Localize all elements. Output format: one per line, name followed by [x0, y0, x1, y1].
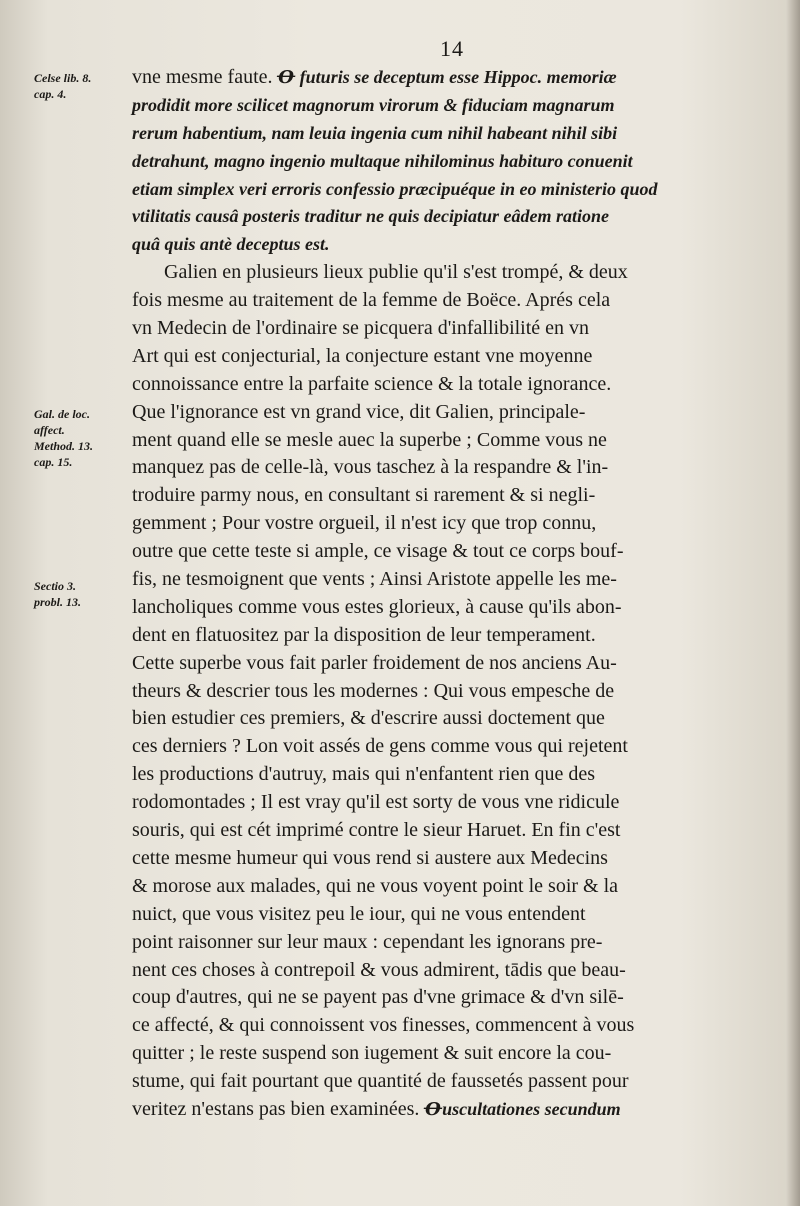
latin-quote: Ꝋ futuris se deceptum esse Hippoc. memoriæ — [272, 67, 617, 87]
text-line: Art qui est conjecturial, la conjecture estant vne moyenne — [132, 344, 593, 367]
text-line: les productions d'autruy, mais qui n'enfantent rien que des — [132, 763, 596, 786]
text-line: manquez pas de celle-là, vous taschez à la respandre & l'in- — [132, 456, 609, 479]
page-number: 14 — [440, 36, 464, 61]
latin-quote-line: etiam simplex veri erroris confessio præcipuéque in eo ministerio quod — [132, 178, 658, 199]
margin-note-line: cap. 4. — [34, 87, 67, 101]
text-line: fis, ne tesmoignent que vents ; Ainsi Aristote appelle les me- — [132, 568, 617, 591]
text-line: rodomontades ; Il est vray qu'il est sorty de vous vne ridicule — [132, 791, 620, 814]
margin-note-line: Gal. de loc. — [34, 407, 90, 421]
french-text: vne mesme faute. — [132, 66, 273, 88]
text-line: connoissance entre la parfaite science & la totale ignorance. — [132, 372, 612, 395]
latin-quote-line: rerum habentium, nam leuia ingenia cum nihil habeant nihil sibi — [132, 122, 618, 143]
text-line: Que l'ignorance est vn grand vice, dit Galien, principale- — [132, 400, 586, 423]
text-line — [132, 64, 772, 92]
margin-note-line: cap. 15. — [34, 455, 73, 469]
margin-note-galen — [34, 406, 126, 470]
text-line: ce affecté, & qui connoissent vos finesses, commencent à vous — [132, 1014, 635, 1037]
text-line: Cette superbe vous fait parler froidement de nos anciens Au- — [132, 651, 617, 674]
french-text: veritez n'estans pas bien examinées. — [132, 1097, 420, 1120]
text-line: fois mesme au traitement de la femme de Boëce. Aprés cela — [132, 289, 611, 312]
margin-note-line: probl. 13. — [34, 595, 82, 609]
text-line: ces derniers ? Lon voit assés de gens comme vous qui rejetent — [132, 735, 628, 758]
latin-quote-line: detrahunt, magno ingenio multaque nihilominus habituro conuenit — [132, 150, 633, 171]
text-line: quitter ; le reste suspend son iugement & suit encore la cou- — [132, 1042, 612, 1065]
margin-note-line: Celse lib. 8. — [34, 71, 92, 85]
text-line: Galien en plusieurs lieux publie qu'il s'est trompé, & deux — [164, 261, 628, 284]
text-line: gemment ; Pour vostre orgueil, il n'est icy que trop connu, — [132, 512, 597, 535]
text-line: ment quand elle se mesle auec la superbe ; Comme vous ne — [132, 428, 607, 451]
text-line: vn Medecin de l'ordinaire se picquera d'infallibilité en vn — [132, 317, 590, 340]
text-line: outre que cette teste si ample, ce visage & tout ce corps bouf- — [132, 540, 624, 563]
body-text — [132, 64, 772, 1124]
text-line: nuict, que vous visitez peu le iour, qui ne vous entendent — [132, 902, 586, 925]
text-line: theurs & descrier tous les modernes : Qui vous empesche de — [132, 679, 615, 702]
text-line: cette mesme humeur qui vous rend si austere aux Medecins — [132, 846, 608, 869]
latin-quote-line: vtilitatis causâ posteris traditur ne quis decipiatur eâdem ratione — [132, 206, 610, 227]
text-line: stume, qui fait pourtant que quantité de faussetés passent pour — [132, 1070, 629, 1093]
text-line: troduire parmy nous, en consultant si rarement & si negli- — [132, 484, 596, 507]
page-spine-shadow — [786, 0, 800, 1206]
text-line: dent en flatuositez par la disposition de leur temperament. — [132, 623, 596, 646]
margin-note-celse — [34, 70, 126, 102]
margin-note-line: Sectio 3. — [34, 579, 76, 593]
text-line: coup d'autres, qui ne se payent pas d'vne grimace & d'vn silē- — [132, 986, 624, 1009]
text-line: bien estudier ces premiers, & d'escrire aussi doctement que — [132, 707, 605, 730]
text-line: nent ces choses à contrepoil & vous admirent, tādis que beau- — [132, 958, 626, 981]
margin-note-line: affect. — [34, 423, 65, 437]
text-line — [132, 1096, 772, 1124]
latin-quote-line: prodidit more scilicet magnorum virorum & fiduciam magnarum — [132, 94, 615, 115]
margin-note-line: Method. 13. — [34, 439, 94, 453]
latin-quote: Ꝋuscultationes secundum — [419, 1098, 621, 1119]
text-line: lancholiques comme vous estes glorieux, à cause qu'ils abon- — [132, 595, 622, 618]
text-line: & morose aux malades, qui ne vous voyent point le soir & la — [132, 874, 619, 897]
text-line: souris, qui est cét imprimé contre le sieur Haruet. En fin c'est — [132, 819, 621, 842]
text-line: point raisonner sur leur maux : cependant les ignorans pre- — [132, 930, 603, 953]
latin-quote-line: quâ quis antè deceptus est. — [132, 234, 330, 255]
margin-note-aristotle — [34, 578, 126, 610]
